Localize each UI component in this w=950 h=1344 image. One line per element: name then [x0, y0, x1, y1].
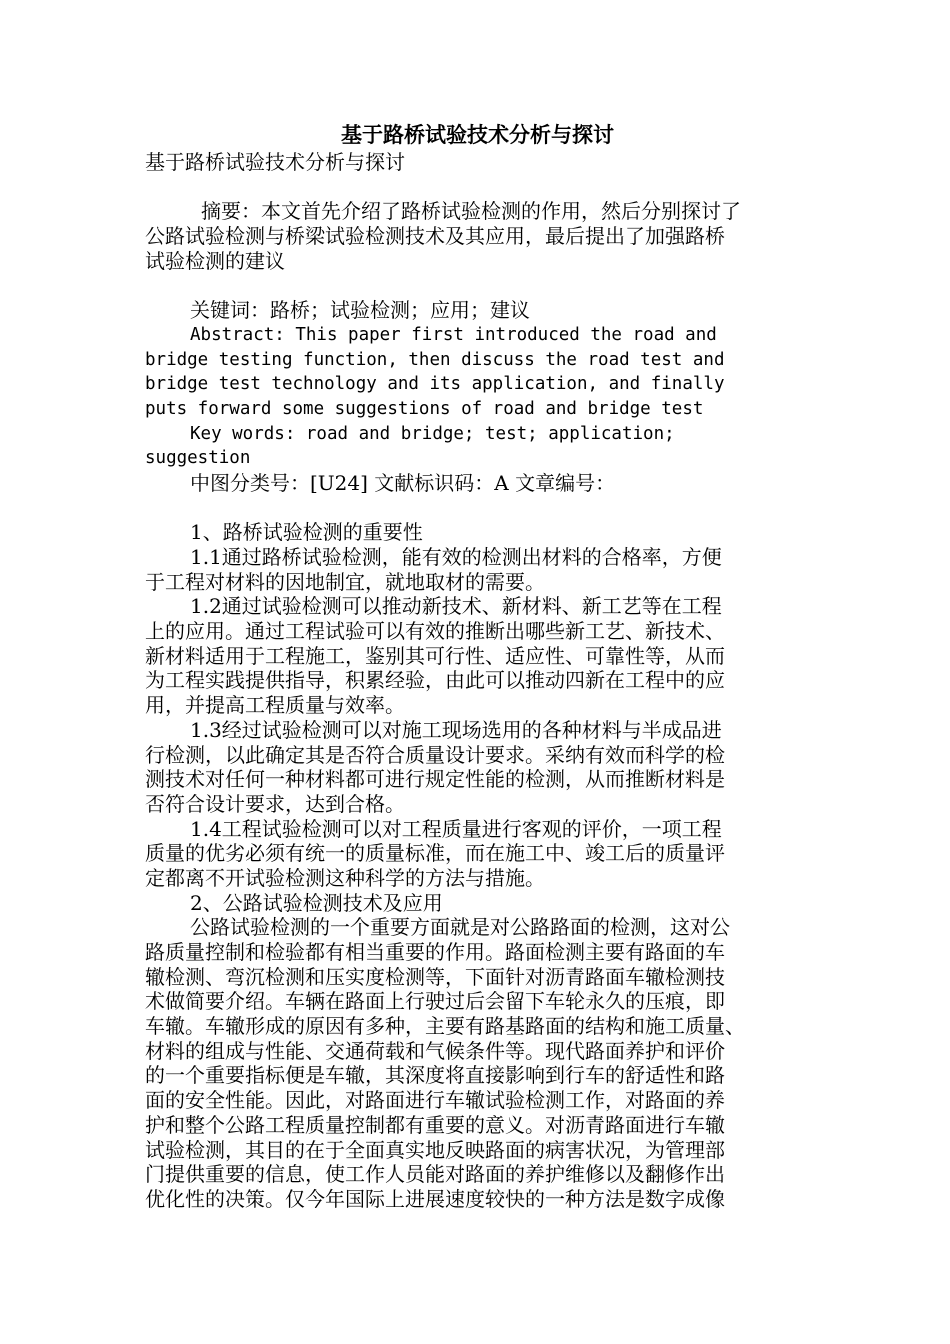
abstract-en-line: Abstract: This paper first introduced the road and: [190, 324, 717, 345]
keywords-en: [145, 422, 810, 471]
keywords-cn: 关键词：路桥；试验检测；应用；建议: [190, 298, 530, 323]
paragraph-line: 辙检测、弯沉检测和压实度检测等，下面针对沥青路面车辙检测技: [145, 964, 725, 989]
paragraph-line: 1.4工程试验检测可以对工程质量进行客观的评价，一项工程: [190, 816, 722, 841]
keywords-en-line: suggestion: [145, 448, 251, 469]
paragraph-line: 门提供重要的信息，使工作人员能对路面的养护维修以及翻修作出: [145, 1162, 725, 1187]
abstract-cn-line: 公路试验检测与桥梁试验检测技术及其应用，最后提出了加强路桥: [145, 224, 725, 249]
abstract-cn: [145, 199, 810, 273]
paragraph-line: 质量的优劣必须有统一的质量标准，而在施工中、竣工后的质量评: [145, 841, 725, 866]
abstract-en: [145, 323, 810, 422]
spacer: [145, 175, 810, 200]
abstract-en-line: bridge testing function, then discuss the road test and: [145, 349, 725, 370]
paragraph-line: 定都离不开试验检测这种科学的方法与措施。: [145, 865, 545, 890]
paragraph-line: 公路试验检测的一个重要方面就是对公路路面的检测，这对公: [190, 915, 730, 940]
paragraph-1-4: [145, 817, 810, 891]
section-heading: 1、路桥试验检测的重要性: [190, 520, 423, 545]
paragraph-2-1: [145, 915, 810, 1211]
paragraph-line: 面的安全性能。因此，对路面进行车辙试验检测工作，对路面的养: [145, 1088, 725, 1113]
paragraph-line: 优化性的决策。仅今年国际上进展速度较快的一种方法是数字成像: [145, 1186, 725, 1211]
abstract-en-line: bridge test technology and its application, and finally: [145, 374, 725, 395]
paragraph-line: 为工程实践提供指导，积累经验，由此可以推动四新在工程中的应: [145, 668, 725, 693]
paragraph-line: 测技术对任何一种材料都可进行规定性能的检测，从而推断材料是: [145, 767, 725, 792]
spacer: [145, 273, 810, 298]
paragraph-line: 路质量控制和检验都有相当重要的作用。路面检测主要有路面的车: [145, 940, 725, 964]
paragraph-line: 用，并提高工程质量与效率。: [145, 693, 405, 718]
paragraph-line: 行检测，以此确定其是否符合质量设计要求。采纳有效而科学的检: [145, 742, 725, 767]
classification-line: 中图分类号：[U24] 文献标识码：A 文章编号：: [190, 470, 616, 495]
paragraph-1-1: [145, 545, 810, 594]
paragraph-line: 车辙。车辙形成的原因有多种，主要有路基路面的结构和施工质量、: [145, 1014, 745, 1039]
paragraph-line: 护和整个公路工程质量控制都有重要的意义。对沥青路面进行车辙: [145, 1112, 725, 1137]
paragraph-line: 1.3经过试验检测可以对施工现场选用的各种材料与半成品进: [190, 717, 722, 742]
document-subtitle: 基于路桥试验技术分析与探讨: [145, 150, 405, 174]
document-title: 基于路桥试验技术分析与探讨: [341, 122, 614, 147]
paragraph-line: 否符合设计要求，达到合格。: [145, 791, 405, 816]
abstract-cn-line: 试验检测的建议: [145, 248, 285, 273]
paragraph-line: 于工程对材料的因地制宜，就地取材的需要。: [145, 569, 545, 594]
paragraph-line: 试验检测，其目的在于全面真实地反映路面的病害状况，为管理部: [145, 1137, 725, 1162]
section-heading: 2、公路试验检测技术及应用: [190, 890, 443, 915]
paragraph-line: 新材料适用于工程施工，鉴别其可行性、适应性、可靠性等，从而: [145, 643, 725, 668]
paragraph-1-3: [145, 718, 810, 817]
paragraph-1-2: [145, 594, 810, 717]
paragraph-line: 术做简要介绍。车辆在路面上行驶过后会留下车轮永久的压痕，即: [145, 989, 725, 1014]
paragraph-line: 材料的组成与性能、交通荷载和气候条件等。现代路面养护和评价: [145, 1038, 725, 1063]
paragraph-line: 的一个重要指标便是车辙，其深度将直接影响到行车的舒适性和路: [145, 1063, 725, 1088]
keywords-en-line: Key words: road and bridge; test; application;: [190, 423, 675, 444]
spacer: [145, 496, 810, 521]
paragraph-line: 1.2通过试验检测可以推动新技术、新材料、新工艺等在工程: [190, 594, 722, 619]
document-page: [145, 120, 810, 1212]
abstract-cn-line: 摘要：本文首先介绍了路桥试验检测的作用，然后分别探讨了: [201, 199, 741, 224]
paragraph-line: 1.1通过路桥试验检测，能有效的检测出材料的合格率，方便: [190, 545, 722, 569]
paragraph-line: 上的应用。通过工程试验可以有效的推断出哪些新工艺、新技术、: [145, 619, 725, 644]
abstract-en-line: puts forward some suggestions of road and bridge test: [145, 398, 704, 419]
